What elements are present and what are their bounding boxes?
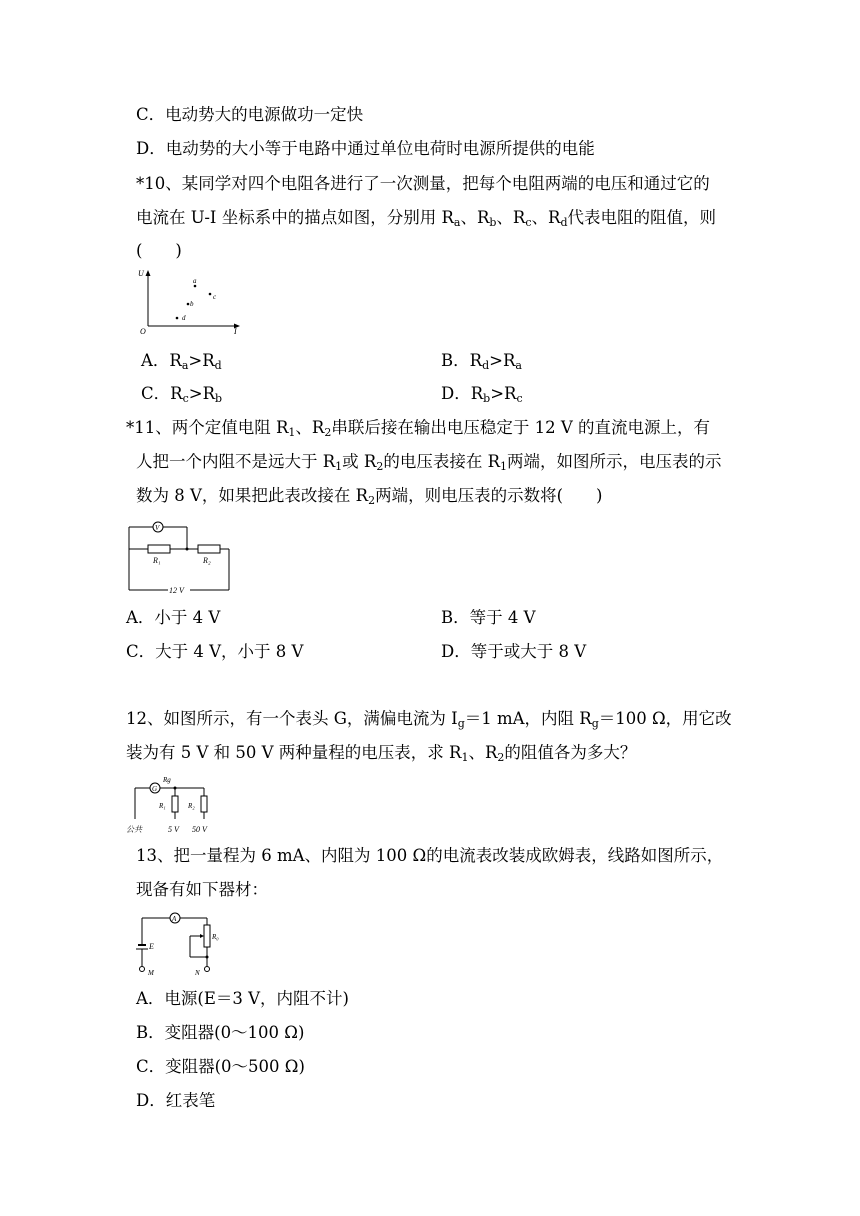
junction-dot <box>186 548 189 551</box>
q13-stem-line1: 13、把一量程为 6 mA、内阻为 100 Ω的电流表改装成欧姆表，线路如图所示， <box>136 846 724 865</box>
terminal-n-label: N <box>195 969 200 977</box>
q13-option-a: A．电源(E＝3 V，内阻不计) <box>136 989 349 1008</box>
q12-stem-line1: 12、如图所示，有一个表头 G，满偏电流为 $I_g=1$ mA，内阻 $R_g=100$ Ω，用它改 <box>126 709 732 730</box>
q11-stem-line3: 数为 8 V，如果把此表改接在 $R_2$两端，则电压表的示数将( ) <box>136 486 603 507</box>
rg-label: Rg <box>163 776 171 784</box>
point-a-label: a <box>193 277 197 285</box>
q13-circuit <box>134 908 234 980</box>
q10-option-c: C．$R_c>R_b$ <box>141 384 223 405</box>
q13-option-d: D．红表笔 <box>136 1091 216 1110</box>
q11-option-c: C．大于 4 V，小于 8 V <box>126 642 304 661</box>
q10-option-d: D．$R_b>R_c$ <box>441 384 523 405</box>
q10-stem-line2: 电流在 U-I 坐标系中的描点如图，分别用 $R_a$、$R_b$、$R_c$、$R_d$代表电阻的阻值，则 <box>136 208 717 229</box>
point-a <box>194 285 197 288</box>
q11-stem-line2: 人把一个内阻不是远大于 $R_1$或 $R_2$的电压表接在 $R_1$两端，如图所示，电压表的示 <box>136 452 722 473</box>
q10-option-a: A．$R_a>R_d$ <box>141 351 222 372</box>
q9-option-c: C．电动势大的电源做功一定快 <box>136 105 364 124</box>
resistor-r2 <box>198 545 220 553</box>
q11-stem-line1: *11、两个定值电阻 $R_1$、$R_2$串联后接在输出电压稳定于 12 V 的直流电源上，有 <box>126 418 711 439</box>
r2-label: R₂ <box>203 556 211 565</box>
q10-ui-graph <box>130 264 250 338</box>
rheostat-label: R₀ <box>212 933 219 941</box>
r1-label: R₁ <box>153 556 161 565</box>
point-b <box>187 303 190 306</box>
origin-label: O <box>140 327 146 336</box>
galvanometer-label: G <box>152 785 158 793</box>
q10-stem-line1: *10、某同学对四个电阻各进行了一次测量，把每个电阻两端的电压和通过它的 <box>136 174 710 193</box>
q11-option-b: B．等于 4 V <box>441 608 536 627</box>
terminal-n <box>205 967 210 972</box>
common-terminal-label: 公共 <box>126 825 142 834</box>
q13-option-c: C．变阻器(0～500 Ω) <box>136 1057 305 1076</box>
q13-stem-line2: 现备有如下器材： <box>136 880 268 899</box>
50v-terminal-label: 50 V <box>192 825 207 834</box>
5v-terminal-label: 5 V <box>168 825 179 834</box>
resistor-r1 <box>148 545 170 553</box>
battery-label: E <box>149 942 154 951</box>
u-axis-label: U <box>138 269 144 278</box>
q10-stem-line3: ( ) <box>136 241 182 260</box>
point-b-label: b <box>190 300 194 308</box>
i-axis-label: I <box>234 327 237 336</box>
ammeter-label: A <box>172 915 177 923</box>
q11-option-a: A．小于 4 V <box>126 608 221 627</box>
r1-label: R₁ <box>159 802 166 810</box>
slider-arrow-icon <box>200 934 204 938</box>
voltmeter-label: V <box>155 524 160 532</box>
rheostat-r0 <box>204 925 210 947</box>
terminal-m-label: M <box>148 969 154 977</box>
q9-option-d: D．电动势的大小等于电路中通过单位电荷时电源所提供的电能 <box>136 139 595 158</box>
q11-circuit <box>126 517 236 597</box>
q12-circuit <box>126 773 226 837</box>
point-d <box>176 317 179 320</box>
point-d-label: d <box>182 314 186 322</box>
resistor-r1 <box>172 796 178 812</box>
q13-option-b: B．变阻器(0～100 Ω) <box>136 1023 305 1042</box>
u-axis-arrow <box>146 270 151 276</box>
r2-label: R₂ <box>188 802 195 810</box>
q11-option-d: D．等于或大于 8 V <box>441 642 587 661</box>
point-c-label: c <box>213 293 217 301</box>
source-voltage-label: 12 V <box>169 586 184 595</box>
q12-stem-line2: 装为有 5 V 和 50 V 两种量程的电压表，求 $R_1$、$R_2$的阻值各为多大？ <box>126 743 637 764</box>
point-c <box>209 293 212 296</box>
q10-option-b: B．$R_d>R_a$ <box>441 351 522 372</box>
terminal-m <box>140 967 145 972</box>
resistor-r2 <box>201 796 207 812</box>
